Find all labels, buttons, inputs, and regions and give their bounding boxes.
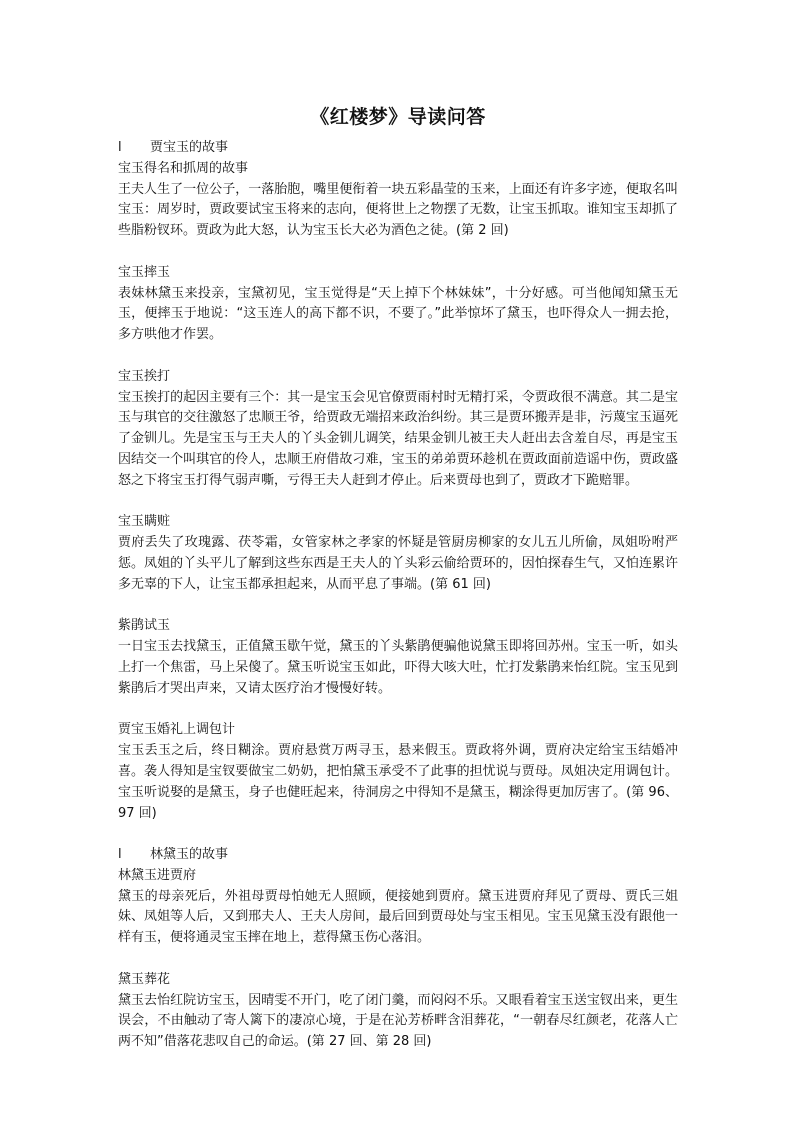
subsection — [118, 367, 678, 492]
subsection-heading: 贾宝玉婚礼上调包计 — [118, 722, 236, 738]
subsection — [118, 512, 678, 595]
subsection — [118, 159, 678, 242]
subsection-body: 贾府丢失了玫瑰露、茯苓霜，女管家林之孝家的怀疑是管厨房柳家的女儿五儿所偷，凤姐吩咐严惩。凤姐的丫头平儿了解到这些东西是王夫人的丫头彩云偷给贾环的，因怕探春生气，又怕连累许多无辜的下人，让宝玉都承担起来，从而平息了事端。(第 61 回) — [118, 535, 678, 592]
section-title: 贾宝玉的故事 — [150, 140, 229, 155]
subsection-heading: 林黛玉进贾府 — [118, 867, 197, 883]
section-marker: l — [118, 140, 122, 155]
subsection-list — [118, 866, 678, 1053]
subsection-body: 黛玉去怡红院访宝玉，因晴雯不开门，吃了闭门羹，而闷闷不乐。又眼看着宝玉送宝钗出来，更生误会，不由触动了寄人篱下的凄凉心境，于是在沁芳桥畔含泪葬花，“一朝春尽红颜老，花落人亡两不知”借落花悲叹自己的命运。(第 27 回、第 28 回) — [118, 992, 678, 1050]
subsection — [118, 720, 678, 824]
document-title: 《红楼梦》导读问答 — [310, 106, 486, 128]
subsection-heading: 宝玉摔玉 — [118, 264, 171, 280]
section-marker: l — [118, 847, 122, 863]
subsection-heading: 宝玉瞒赃 — [118, 514, 171, 530]
document-page — [118, 104, 678, 1074]
section-title: 林黛玉的故事 — [150, 847, 229, 863]
subsection — [118, 616, 678, 699]
subsection-body: 表妹林黛玉来投亲，宝黛初见，宝玉觉得是“天上掉下个林妹妹”，十分好感。可当他闻知黛玉无玉，便摔玉于地说：“这玉连人的高下都不识，不要了。”此举惊坏了黛玉，也吓得众人一拥去抢，多方哄他才作罢。 — [118, 285, 678, 343]
section — [118, 138, 678, 824]
subsection-heading: 宝玉得名和抓周的故事 — [118, 160, 249, 176]
subsection — [118, 263, 678, 346]
subsection-heading: 宝玉挨打 — [118, 368, 171, 384]
subsection-body: 黛玉的母亲死后，外祖母贾母怕她无人照顾，便接她到贾府。黛玉进贾府拜见了贾母、贾氏三姐妹、凤姐等人后，又到邢夫人、王夫人房间，最后回到贾母处与宝玉相见。宝玉见黛玉没有跟他一样有玉，便将通灵宝玉摔在地上，惹得黛玉伤心落泪。 — [118, 888, 678, 946]
section-heading-row — [118, 138, 678, 159]
subsection — [118, 866, 678, 949]
subsection-list — [118, 159, 678, 825]
subsection — [118, 970, 678, 1053]
section — [118, 845, 678, 1053]
sections-container — [118, 138, 678, 1053]
subsection-heading: 黛玉葬花 — [118, 971, 171, 987]
section-heading-row — [118, 845, 678, 866]
subsection-body: 宝玉挨打的起因主要有三个：其一是宝玉会见官僚贾雨村时无精打采，令贾政很不满意。其二是宝玉与琪官的交往激怒了忠顺王爷，给贾政无端招来政治纠纷。其三是贾环搬弄是非，污蔑宝玉逼死了金钏儿。先是宝玉与王夫人的丫头金钏儿调笑，结果金钏儿被王夫人赶出去含羞自尽，再是宝玉因结交一个叫琪官的伶人，忠顺王府借故刁难，宝玉的弟弟贾环趁机在贾政面前造谣中伤，贾政盛怒之下将宝玉打得气弱声嘶，亏得王夫人赶到才停止。后来贾母也到了，贾政才下跪赔罪。 — [118, 389, 678, 488]
subsection-body: 一日宝玉去找黛玉，正值黛玉歇午觉，黛玉的丫头紫鹃便骗他说黛玉即将回苏州。宝玉一听，如头上打一个焦雷，马上呆傻了。黛玉听说宝玉如此，吓得大咳大吐，忙打发紫鹃来怡红院。宝玉见到紫鹃后才哭出声来，又请太医疗治才慢慢好转。 — [118, 639, 678, 696]
subsection-body: 宝玉丢玉之后，终日糊涂。贾府悬赏万两寻玉，悬来假玉。贾政将外调，贾府决定给宝玉结婚冲喜。袭人得知是宝钗要做宝二奶奶，把怕黛玉承受不了此事的担忧说与贾母。凤姐决定用调包计。宝玉听说娶的是黛玉，身子也健旺起来，待洞房之中得知不是黛玉，糊涂得更加厉害了。(第 96、97 回) — [118, 743, 678, 821]
subsection-heading: 紫鹃试玉 — [118, 618, 171, 634]
subsection-body: 王夫人生了一位公子，一落胎胞，嘴里便衔着一块五彩晶莹的玉来，上面还有许多字迹，便取名叫宝玉：周岁时，贾政要试宝玉将来的志向，便将世上之物摆了无数，让宝玉抓取。谁知宝玉却抓了些脂粉钗环。贾政为此大怒，认为宝玉长大必为酒色之徒。(第 2 回) — [118, 181, 678, 239]
